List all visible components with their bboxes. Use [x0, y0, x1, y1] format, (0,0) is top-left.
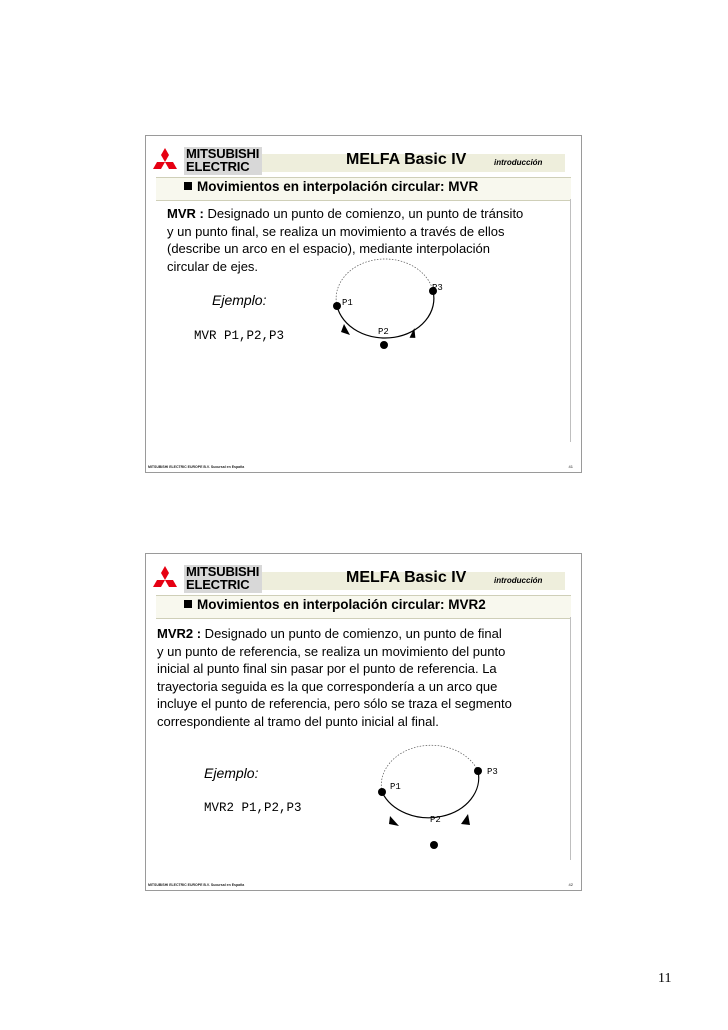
slide-number: 41: [568, 464, 573, 469]
body-line: y un punto final, se realiza un movimiento a través de ellos: [167, 223, 505, 239]
body-line: correspondiente al tramo del punto inicial al final.: [157, 713, 439, 729]
brand-name: [184, 565, 262, 593]
brand-line2: ELECTRIC: [186, 159, 250, 174]
slide-footer: MITSUBISHI ELECTRIC EUROPE B.V. Sucursal en España: [148, 883, 245, 887]
slide-title: MELFA Basic IV: [346, 151, 467, 168]
body-line: [157, 625, 512, 643]
example-label: Ejemplo:: [204, 765, 259, 781]
section-title-text: Movimientos en interpolación circular: MVR2: [197, 597, 486, 612]
section-bar: [156, 595, 571, 619]
slide-body: [157, 625, 512, 730]
body-line: [167, 205, 523, 223]
slide-subtitle-tag: introducción: [494, 158, 543, 167]
point-p2: [380, 341, 388, 349]
label-p1: P1: [390, 782, 401, 792]
arrow-head-icon: [461, 814, 470, 825]
slide-title: MELFA Basic IV: [346, 569, 467, 586]
arc-traced: [382, 771, 479, 818]
arrow-head-icon: [407, 328, 419, 340]
example-label: Ejemplo:: [212, 292, 267, 308]
page-number: 11: [658, 971, 672, 986]
section-title: [184, 179, 478, 194]
example-code: MVR P1,P2,P3: [194, 329, 285, 343]
square-bullet-icon: [184, 182, 192, 190]
label-p3: P3: [487, 767, 498, 777]
slide-header: [146, 146, 581, 174]
arc-diagram: [374, 762, 504, 857]
arc-diagram: [326, 264, 446, 349]
example-code: MVR2 P1,P2,P3: [204, 801, 302, 815]
body-line: incluye el punto de referencia, pero sólo se traza el segmento: [157, 696, 512, 711]
label-p3: P3: [432, 283, 443, 293]
point-p2: [430, 841, 438, 849]
body-line: (describe un arco en el espacio), mediante interpolación: [167, 241, 491, 256]
point-p1: [378, 788, 386, 796]
label-p1: P1: [342, 298, 353, 308]
keyword: MVR :: [167, 206, 204, 221]
arrow-head-icon: [389, 816, 399, 826]
header-bar: [262, 151, 565, 172]
mitsubishi-logo-icon: [148, 565, 182, 595]
section-title-text: Movimientos en interpolación circular: MVR: [197, 179, 479, 194]
body-text: Designado un punto de comienzo, un punto de final: [201, 626, 502, 641]
keyword: MVR2 :: [157, 626, 202, 641]
section-bar: [156, 177, 571, 201]
brand-name: [184, 147, 262, 175]
square-bullet-icon: [184, 600, 192, 608]
body-line: inicial al punto final sin pasar por el punto de referencia. La: [157, 661, 497, 676]
header-bar: [262, 569, 565, 590]
point-p3: [474, 767, 482, 775]
slide-mvr2: [145, 553, 582, 891]
brand-line2: ELECTRIC: [186, 577, 250, 592]
slide-number: 42: [568, 882, 573, 887]
divider: [570, 617, 571, 860]
slide-footer: MITSUBISHI ELECTRIC EUROPE B.V. Sucursal en España: [148, 465, 245, 469]
slide-subtitle-tag: introducción: [494, 576, 543, 585]
body-line: circular de ejes.: [167, 258, 259, 274]
brand-line1: MITSUBISHI: [186, 564, 260, 579]
brand-line1: MITSUBISHI: [186, 146, 260, 161]
body-line: y un punto de referencia, se realiza un movimiento del punto: [157, 643, 506, 659]
section-title: [184, 597, 486, 612]
body-line: trayectoria seguida es la que correspondería a un arco que: [157, 678, 498, 694]
slide-mvr: [145, 135, 582, 473]
point-p1: [333, 302, 341, 310]
divider: [570, 199, 571, 442]
label-p2: P2: [430, 815, 441, 825]
body-text: Designado un punto de comienzo, un punto de tránsito: [203, 206, 524, 221]
mitsubishi-logo-icon: [148, 147, 182, 177]
slide-header: [146, 564, 581, 592]
label-p2: P2: [378, 327, 389, 337]
